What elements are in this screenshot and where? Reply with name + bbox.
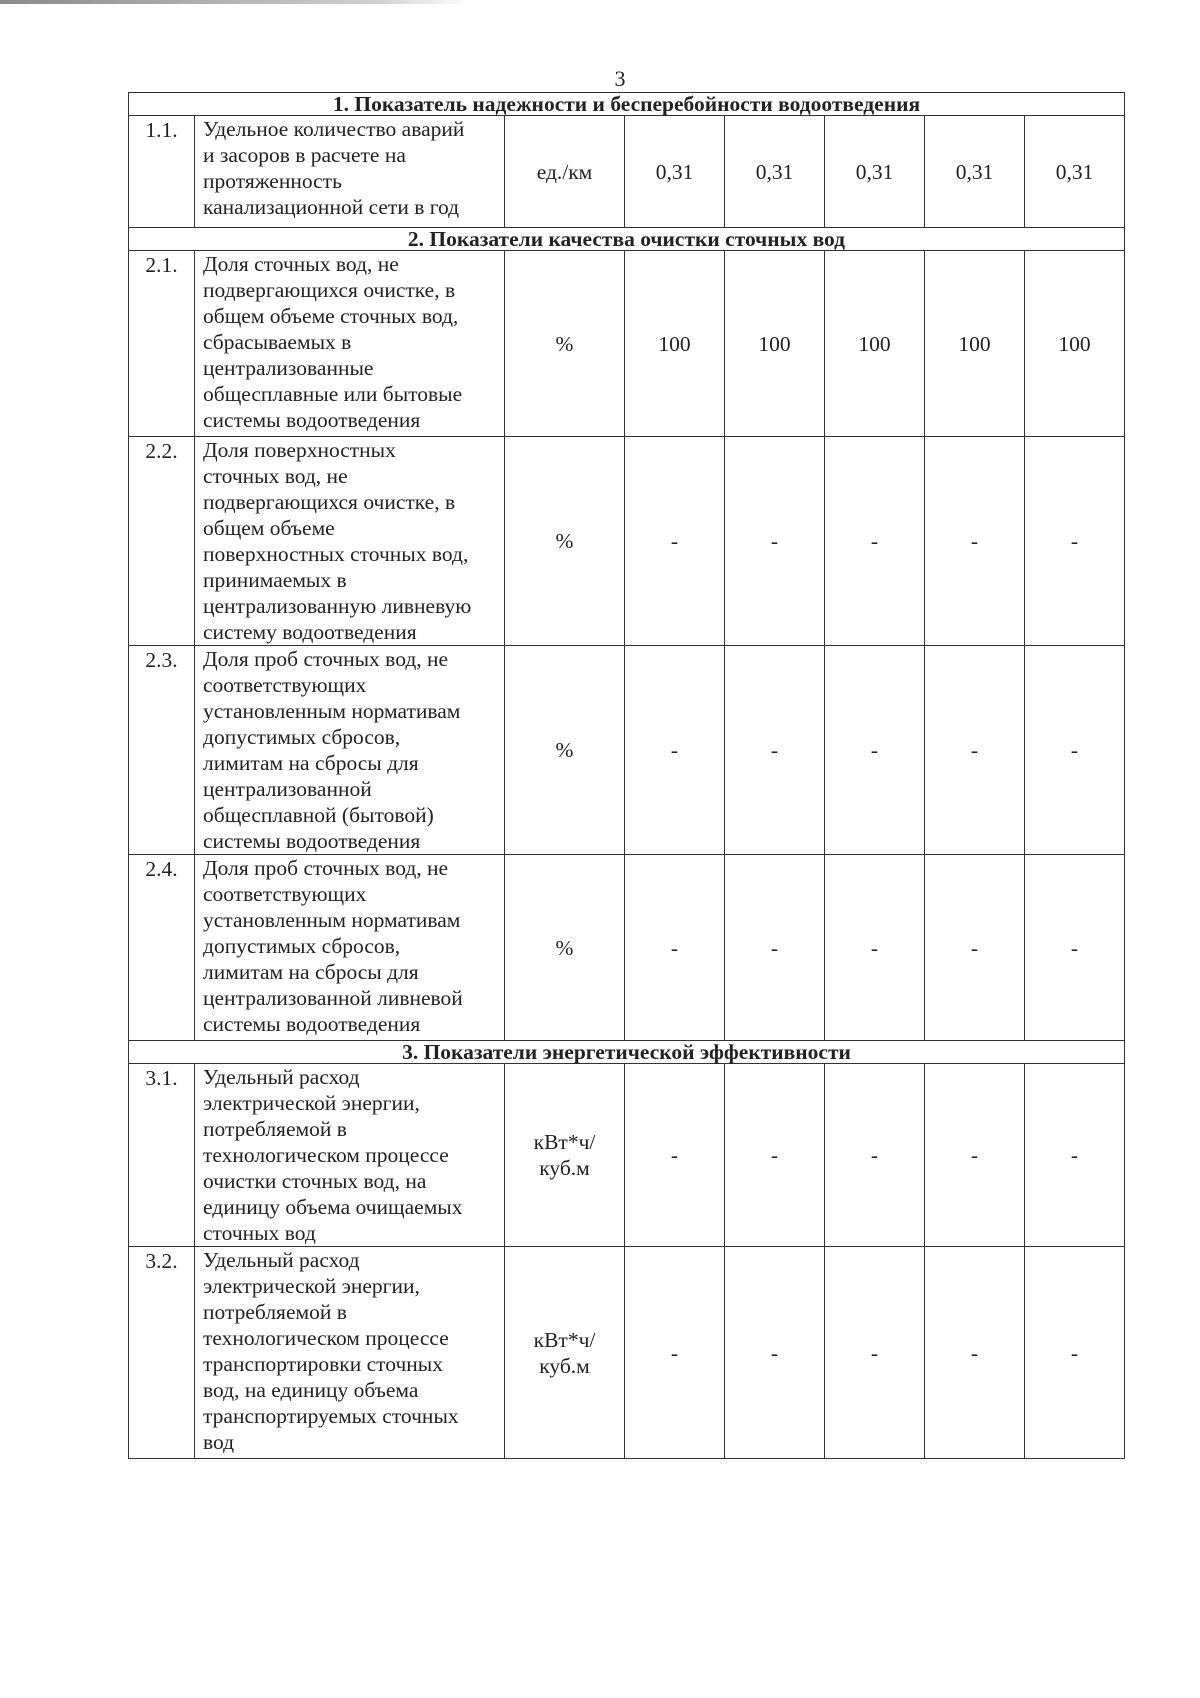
item-number: 3.1. (129, 1064, 195, 1247)
item-value-3: 0,31 (825, 116, 925, 228)
item-name-line: установленным нормативам (203, 908, 461, 932)
item-unit-line: куб.м (539, 1353, 590, 1378)
item-name-line: потребляемой в (203, 1300, 347, 1324)
section-title: 3. Показатели энергетической эффективности (129, 1041, 1125, 1064)
item-name-line: соответствующих (203, 882, 367, 906)
item-unit (505, 1064, 625, 1247)
item-name-line: сбрасываемых в (203, 330, 352, 354)
item-name-line: канализационной сети в год (203, 195, 460, 219)
item-name-line: подвергающихся очистке, в (203, 490, 456, 514)
indicators-table (128, 92, 1125, 1459)
item-name-line: Доля поверхностных (203, 438, 396, 462)
item-name-line: систему водоотведения (203, 620, 417, 644)
item-value-1: - (625, 646, 725, 855)
item-name-line: централизованной (203, 777, 372, 801)
item-value-5: - (1025, 646, 1125, 855)
item-value-4: 0,31 (925, 116, 1025, 228)
item-name-line: системы водоотведения (203, 829, 421, 853)
item-value-2: - (725, 646, 825, 855)
item-number: 2.1. (129, 251, 195, 437)
item-value-1: - (625, 855, 725, 1041)
item-value-4: 100 (925, 251, 1025, 437)
item-unit: % (505, 646, 625, 855)
item-value-3: - (825, 646, 925, 855)
item-value-1: - (625, 1247, 725, 1459)
table-row (129, 437, 1125, 646)
item-name-line: общесплавные или бытовые (203, 382, 463, 406)
item-name-line: Удельный расход (203, 1065, 360, 1089)
item-value-1: - (625, 1064, 725, 1247)
item-value-2: - (725, 855, 825, 1041)
item-name (195, 116, 505, 228)
item-name-line: электрической энергии, (203, 1274, 420, 1298)
item-name-line: технологическом процессе (203, 1326, 449, 1350)
scan-edge (0, 0, 470, 4)
item-unit (505, 1247, 625, 1459)
section-title: 2. Показатели качества очистки сточных вод (129, 228, 1125, 251)
item-name-line: Удельное количество аварий (203, 117, 465, 141)
item-name-line: общем объеме (203, 516, 335, 540)
item-value-1: 100 (625, 251, 725, 437)
table-row (129, 1064, 1125, 1247)
item-value-3: - (825, 1064, 925, 1247)
item-name-line: подвергающихся очистке, в (203, 278, 456, 302)
item-name (195, 855, 505, 1041)
item-value-5: - (1025, 1064, 1125, 1247)
item-name-line: вод, на единицу объема (203, 1378, 419, 1402)
item-value-4: - (925, 646, 1025, 855)
section-header-row (129, 93, 1125, 116)
table-row (129, 116, 1125, 228)
item-value-2: - (725, 437, 825, 646)
item-name-line: технологическом процессе (203, 1143, 449, 1167)
item-value-5: 100 (1025, 251, 1125, 437)
item-name-line: и засоров в расчете на (203, 143, 406, 167)
table-row (129, 251, 1125, 437)
table-row (129, 855, 1125, 1041)
item-name-line: допустимых сбросов, (203, 934, 401, 958)
section-title: 1. Показатель надежности и бесперебойности водоотведения (129, 93, 1125, 116)
item-name-line: Удельный расход (203, 1248, 360, 1272)
item-unit: % (505, 855, 625, 1041)
section-header-row (129, 228, 1125, 251)
item-name-line: электрической энергии, (203, 1091, 420, 1115)
item-unit: ед./км (505, 116, 625, 228)
item-value-3: 100 (825, 251, 925, 437)
item-value-2: 100 (725, 251, 825, 437)
item-name-line: лимитам на сбросы для (203, 960, 419, 984)
item-value-5: 0,31 (1025, 116, 1125, 228)
item-name-line: допустимых сбросов, (203, 725, 401, 749)
item-name-line: протяженность (203, 169, 342, 193)
item-name-line: Доля проб сточных вод, не (203, 856, 449, 880)
item-name-line: единицу объема очищаемых (203, 1195, 463, 1219)
item-unit-line: кВт*ч/ (533, 1130, 596, 1154)
item-value-5: - (1025, 855, 1125, 1041)
item-value-3: - (825, 1247, 925, 1459)
item-name (195, 437, 505, 646)
item-name-line: транспортируемых сточных (203, 1404, 459, 1428)
item-number: 2.3. (129, 646, 195, 855)
item-name-line: транспортировки сточных (203, 1352, 443, 1376)
item-name-line: системы водоотведения (203, 1012, 421, 1036)
section-header-row (129, 1041, 1125, 1064)
item-name (195, 251, 505, 437)
item-number: 2.2. (129, 437, 195, 646)
item-name-line: сточных вод, не (203, 464, 348, 488)
item-name-line: потребляемой в (203, 1117, 347, 1141)
item-name (195, 1064, 505, 1247)
item-value-3: - (825, 437, 925, 646)
item-name-line: установленным нормативам (203, 699, 461, 723)
item-name-line: поверхностных сточных вод, (203, 542, 469, 566)
item-name-line: лимитам на сбросы для (203, 751, 419, 775)
item-name (195, 646, 505, 855)
item-name-line: системы водоотведения (203, 408, 421, 432)
item-value-5: - (1025, 437, 1125, 646)
item-name-line: Доля проб сточных вод, не (203, 647, 449, 671)
item-name-line: сточных вод (203, 1221, 316, 1245)
item-value-2: 0,31 (725, 116, 825, 228)
item-value-1: 0,31 (625, 116, 725, 228)
item-value-5: - (1025, 1247, 1125, 1459)
table-row (129, 1247, 1125, 1459)
item-value-2: - (725, 1247, 825, 1459)
page-number: 3 (614, 66, 626, 91)
item-value-4: - (925, 1247, 1025, 1459)
item-number: 2.4. (129, 855, 195, 1041)
item-name-line: централизованную ливневую (203, 594, 472, 618)
item-unit-line: куб.м (539, 1156, 590, 1180)
item-name-line: общем объеме сточных вод, (203, 304, 459, 328)
item-value-4: - (925, 437, 1025, 646)
item-name-line: вод (203, 1430, 235, 1454)
item-number: 3.2. (129, 1247, 195, 1459)
item-value-1: - (625, 437, 725, 646)
item-name-line: централизованной ливневой (203, 986, 463, 1010)
item-value-4: - (925, 1064, 1025, 1247)
item-unit: % (505, 437, 625, 646)
item-name-line: Доля сточных вод, не (203, 252, 399, 276)
table-row (129, 646, 1125, 855)
item-number: 1.1. (129, 116, 195, 228)
item-name-line: соответствующих (203, 673, 367, 697)
item-name-line: общесплавной (бытовой) (203, 803, 434, 827)
item-value-4: - (925, 855, 1025, 1041)
item-name-line: централизованные (203, 356, 374, 380)
item-unit-line: кВт*ч/ (533, 1327, 596, 1352)
item-value-2: - (725, 1064, 825, 1247)
item-name (195, 1247, 505, 1459)
item-name-line: принимаемых в (203, 568, 347, 592)
item-unit: % (505, 251, 625, 437)
item-name-line: очистки сточных вод, на (203, 1169, 427, 1193)
item-value-3: - (825, 855, 925, 1041)
